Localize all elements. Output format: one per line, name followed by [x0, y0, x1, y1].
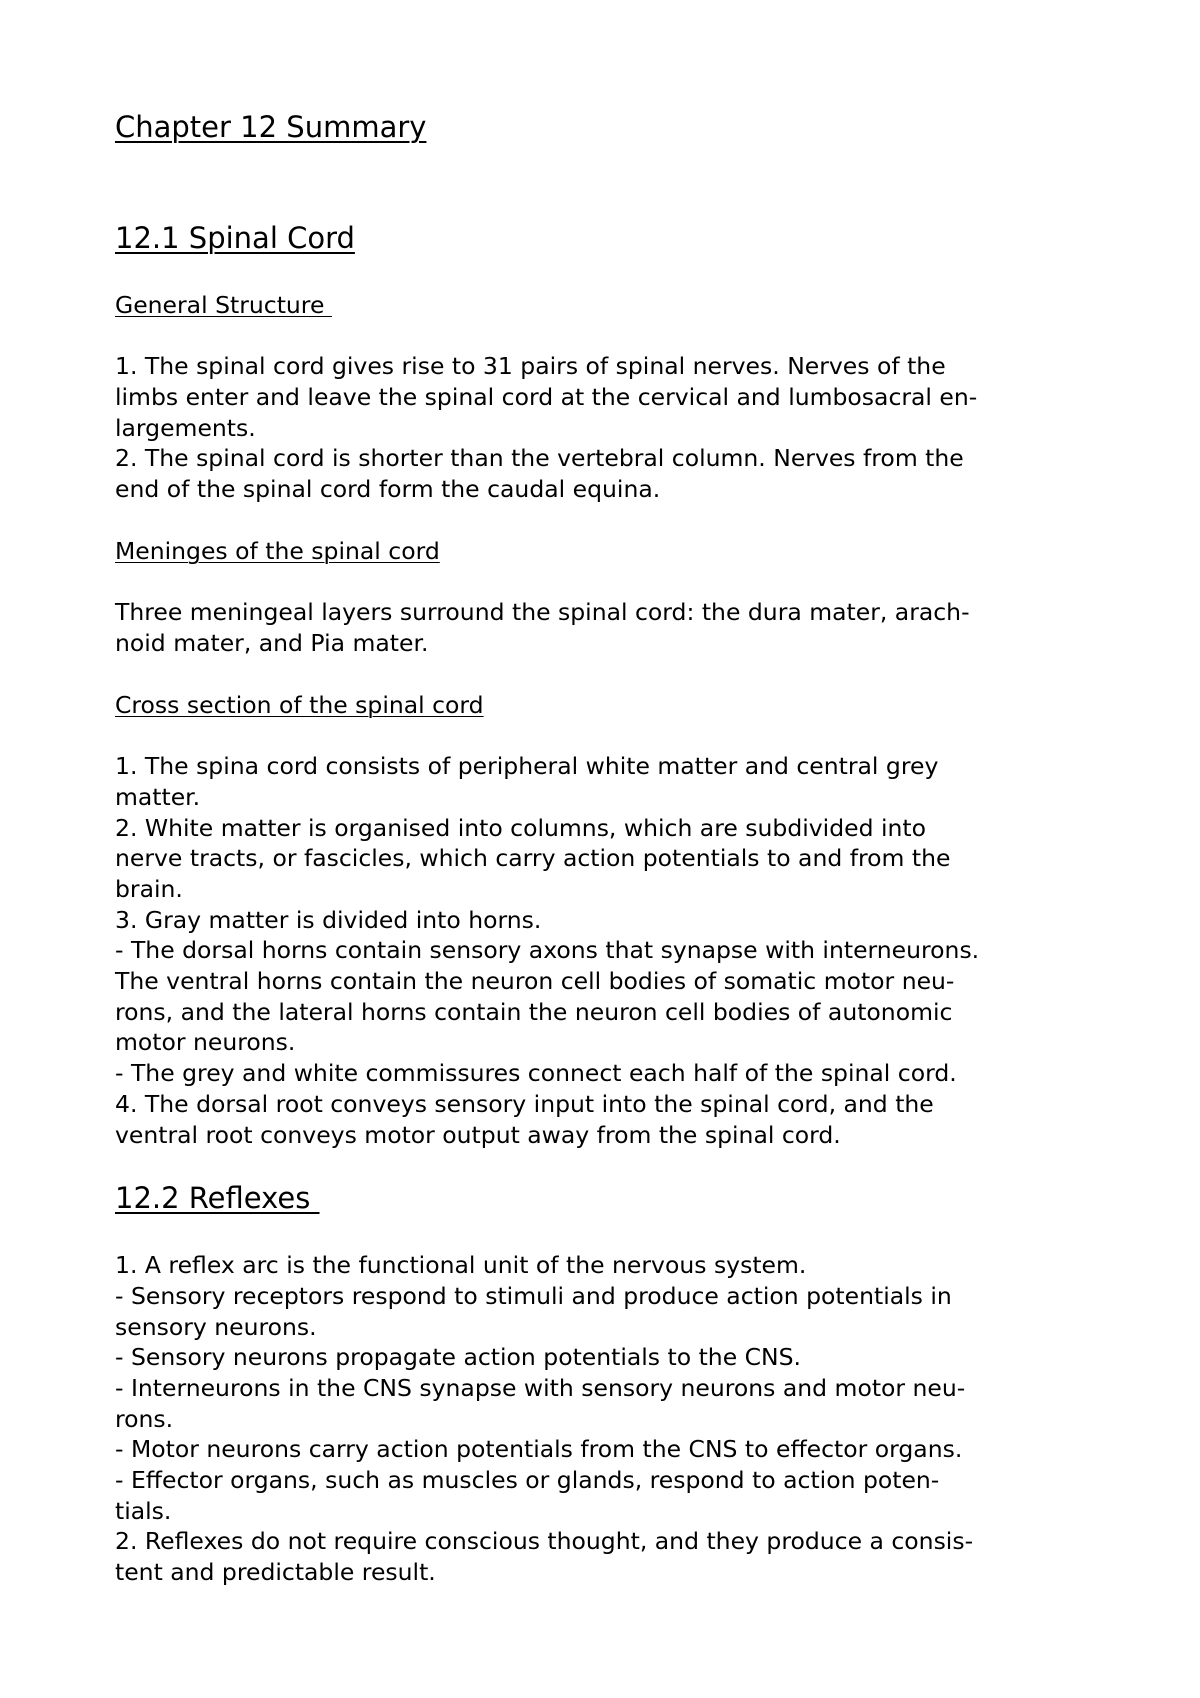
text-line: matter.: [115, 782, 201, 811]
section-heading-spinal-cord: 12.1 Spinal Cord: [115, 220, 355, 255]
text-line: rons.: [115, 1404, 174, 1433]
meninges-text: [115, 597, 1095, 658]
text-line: 3. Gray matter is divided into horns.: [115, 905, 542, 934]
text-line: sensory neurons.: [115, 1312, 317, 1341]
text-line: tials.: [115, 1496, 172, 1525]
subheading-general-structure: General Structure: [115, 290, 332, 319]
text-line: tent and predictable result.: [115, 1558, 436, 1587]
text-line: - The grey and white commissures connect each half of the spinal cord.: [115, 1059, 957, 1088]
general-structure-text: [115, 351, 1095, 505]
text-line: Three meningeal layers surround the spinal cord: the dura mater, arach-: [115, 598, 970, 627]
text-line: brain.: [115, 874, 183, 903]
text-line: The ventral horns contain the neuron cell bodies of somatic motor neu-: [115, 967, 955, 996]
document-page: [115, 110, 1095, 1619]
text-line: largements.: [115, 413, 256, 442]
text-line: end of the spinal cord form the caudal equina.: [115, 474, 661, 503]
text-line: 2. Reflexes do not require conscious thought, and they produce a consis-: [115, 1527, 974, 1556]
text-line: motor neurons.: [115, 1028, 296, 1057]
text-line: 2. White matter is organised into columns, which are subdivided into: [115, 813, 926, 842]
chapter-title: Chapter 12 Summary: [115, 110, 427, 144]
text-line: limbs enter and leave the spinal cord at the cervical and lumbosacral en-: [115, 382, 978, 411]
text-line: rons, and the lateral horns contain the neuron cell bodies of autonomic: [115, 997, 953, 1026]
text-line: - Effector organs, such as muscles or glands, respond to action poten-: [115, 1466, 940, 1495]
reflexes-text: [115, 1250, 1095, 1588]
text-line: - Motor neurons carry action potentials from the CNS to effector organs.: [115, 1435, 963, 1464]
text-line: 1. The spinal cord gives rise to 31 pairs of spinal nerves. Nerves of the: [115, 352, 946, 381]
text-line: nerve tracts, or fascicles, which carry action potentials to and from the: [115, 844, 951, 873]
text-line: 1. The spina cord consists of peripheral white matter and central grey: [115, 752, 939, 781]
cross-section-text: [115, 751, 1095, 1150]
text-line: - Sensory receptors respond to stimuli and produce action potentials in: [115, 1281, 952, 1310]
text-line: 2. The spinal cord is shorter than the vertebral column. Nerves from the: [115, 444, 964, 473]
text-line: - The dorsal horns contain sensory axons that synapse with interneurons.: [115, 936, 980, 965]
text-line: - Interneurons in the CNS synapse with sensory neurons and motor neu-: [115, 1373, 966, 1402]
section-heading-reflexes: 12.2 Reflexes: [115, 1181, 320, 1216]
text-line: - Sensory neurons propagate action potentials to the CNS.: [115, 1343, 801, 1372]
subheading-cross-section: Cross section of the spinal cord: [115, 690, 484, 719]
text-line: 4. The dorsal root conveys sensory input into the spinal cord, and the: [115, 1089, 934, 1118]
text-line: ventral root conveys motor output away from the spinal cord.: [115, 1120, 841, 1149]
subheading-meninges: Meninges of the spinal cord: [115, 536, 440, 565]
text-line: noid mater, and Pia mater.: [115, 628, 429, 657]
text-line: 1. A reflex arc is the functional unit of the nervous system.: [115, 1251, 807, 1280]
